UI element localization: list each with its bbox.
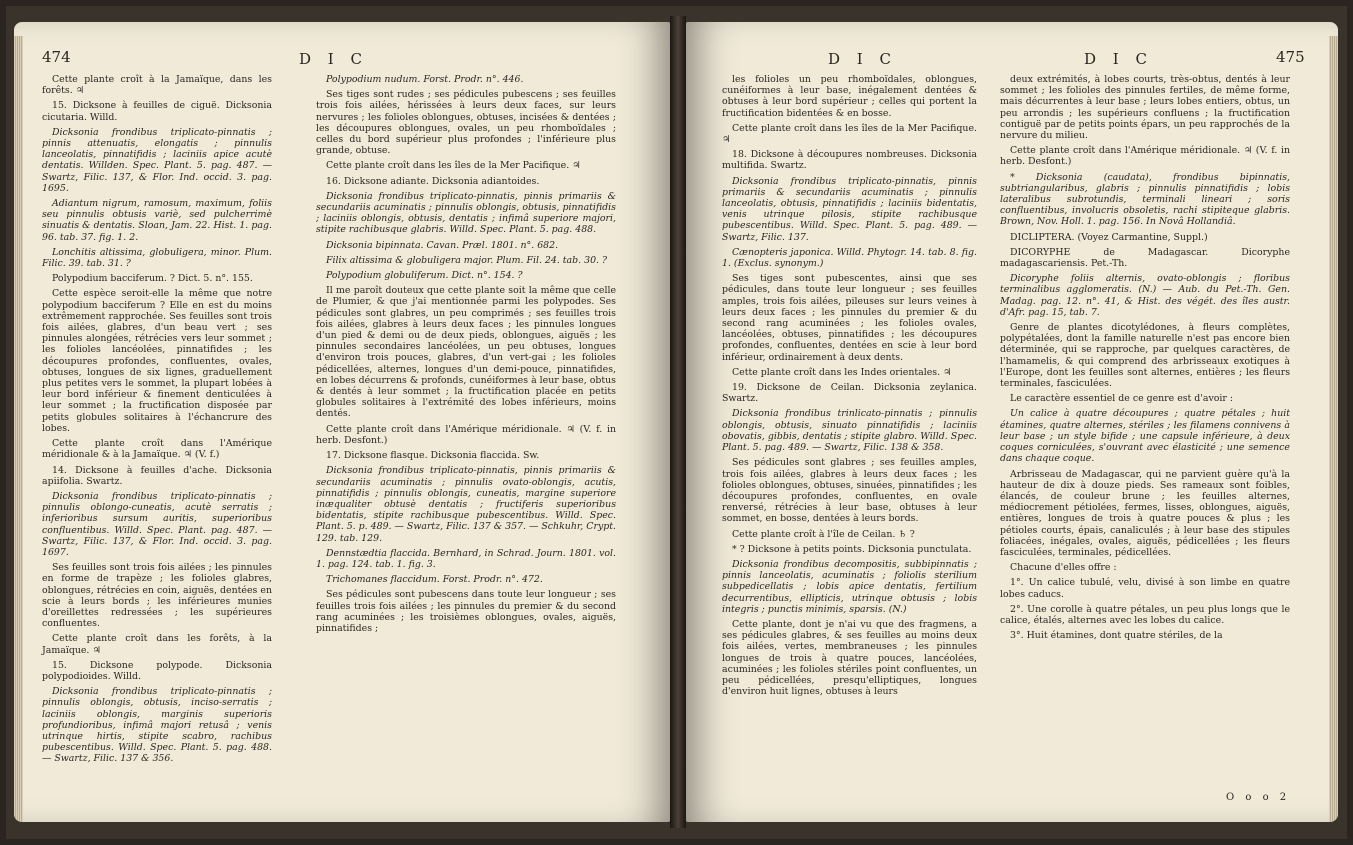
left-page-number: 474 xyxy=(42,48,71,66)
paragraph: Chacune d'elles offre : xyxy=(1010,562,1117,574)
paragraph: Filix altissima & globuligera major. Plum. Fil. 24. tab. 30. ? xyxy=(326,254,608,266)
paragraph: 18. Dicksone à découpures nombreuses. Dicksonia multifida. Swartz. xyxy=(722,149,977,172)
paragraph: Dicoryphe foliis alternis, ovato-oblongis ; floribus terminalibus agglomeratis. (N.) — Aub. du Pet.-Th. Gen. Madag. pag. 12. n°. 41, & Hist. des végét. des îles austr. d'Afr. pag. 15, tab. 7. xyxy=(1000,273,1290,318)
paragraph: Ses tiges sont rudes ; ses pédicules pubescens ; ses feuilles trois fois ailées, hérissées à leurs deux faces, sur leurs nervures ; les folioles oblongues, obtuses, incisées & dentées ; les découpures oblongues, ovales, un peu rhomboïdales ; celles du bord supérieur plus profondes ; l'inférieure plus grande, obtuse. xyxy=(316,89,616,157)
paragraph: Cette espèce seroit-elle la même que notre polypodium bacciferum ? Elle en est du moins extrêmement rapprochée. Ses feuilles sont trois fois ailées, glabres, d'un beau vert ; ses pinnules alongées, rétrécies vers leur sommet ; les folioles lancéolées, pinnatifides ; les découpures profondes, confluentes, ovales, obtuses, longues de six lignes, graduellement plus petites vers le sommet, la plupart lobées à leur bord inférieur & finement denticulées à leur sommet ; la fructification disposée par petits globules solitaires à l'échancrure des lobes. xyxy=(42,288,272,434)
left-page-edge xyxy=(14,36,23,822)
paragraph: Dicksonia frondibus triplicato-pinnatis, pinnis primariis & secundariis acuminatis ; pinnulis oblongis, obtusis, pinnatifidis ; laciniis oblongis, obtusis, dentatis ; infimâ superiore majori, stipite rachibusque glabris. Willd. Spec. Plant. 5. pag. 488. xyxy=(316,190,616,236)
paragraph: Ses tiges sont pubescentes, ainsi que ses pédicules, dans toute leur longueur ; ses feuilles amples, trois fois ailées, pileuses sur leurs veines à leurs deux faces ; les pinnules du premier & du second rang acuminées ; les folioles ovales, lancéolées, obtuses, pinnatifides ; les découpures profondes, confluentes, dentées en scie à leur bord inférieur, ordinairement à deux dents. xyxy=(722,273,977,363)
paragraph: Il me paroît douteux que cette plante soit la même que celle de Plumier, & que j'ai mentionnée parmi les polypodes. Ses pédicules sont glabres, un peu comprimés ; ses feuilles trois fois ailées, glabres à leurs deux faces ; les pinnules longues d'un pied & demi ou de deux pieds, oblongues, aiguës ; les pinnules secondaires lancéolées, un peu obtuses, longues d'environ trois pouces, glabres, d'un vert-gai ; les folioles pédicellées, alternes, longues d'un demi-pouce, pinnatifides, en lobes décurrens & profonds, cunéiformes à leur base, obtus & dentés à leur sommet ; la fructification placée en petits globules solitaires à l'extrémité des lobes inférieurs, moins dentés. xyxy=(316,285,616,420)
paragraph: Cette plante croît dans les îles de la Mer Pacifique. ♃ xyxy=(326,160,581,172)
paragraph: Polypodium bacciferum. ? Dict. 5. n°. 155. xyxy=(52,273,253,285)
right-running-header-left: D I C xyxy=(828,50,897,68)
paragraph: 15. Dicksone à feuilles de ciguë. Dicksonia cicutaria. Willd. xyxy=(42,100,272,123)
right-page xyxy=(686,22,1338,822)
paragraph: Cette plante croît dans l'Amérique méridionale & à la Jamaïque. ♃ (V. f.) xyxy=(42,438,272,461)
paragraph: Un calice à quatre découpures ; quatre pétales ; huit étamines, quatre alternes, stériles ; les filamens connivens à leur base ; un style bifide ; une capsule inférieure, à deux coques corniculées, s'ouvrant avec élasticité ; une semence dans chaque coque. xyxy=(1000,408,1290,465)
paragraph: 1°. Un calice tubulé, velu, divisé à son limbe en quatre lobes caducs. xyxy=(1000,577,1290,600)
signature-mark: O o o 2 xyxy=(1226,792,1291,803)
paragraph: Cette plante, dont je n'ai vu que des fragmens, a ses pédicules glabres, & ses feuilles au moins deux fois ailées, vertes, membraneuses ; les pinnules longues de trois à quatre pouces, lancéolées, acuminées ; les folioles stériles point confluentes, un peu pédicellées, presqu'elliptiques, longues d'environ huit lignes, obtuses à leurs xyxy=(722,618,977,698)
paragraph: Dicksonia frondibus triplicato-pinnatis ; pinnis attenuatis, elongatis ; pinnulis lanceolatis, pinnatifidis ; laciniis apice acutè dentatis. Willden. Spec. Plant. 5. pag. 487. — Swartz, Filic. 137, & Flor. Ind. occid. 3. pag. 1695. xyxy=(42,126,272,194)
paragraph: Dicksonia frondibus triplicato-pinnatis, pinnis primariis & secundariis acuminatis ; pinnulis ovato-oblongis, acutis, pinnatifidis ; pinnulis oblongis, cuneatis, margine superiore inæqualiter obtusè dentatis ; fructiferis superioribus bidentatis, stipite rachibusque pubescentibus. Willd. Spec. Plant. 5. p. 489. — Swartz, Filic. 137 & 357. — Schkuhr, Crypt. 129. tab. 129. xyxy=(316,465,616,544)
paragraph: DICORYPHE de Madagascar. Dicoryphe madagascariensis. Pet.-Th. xyxy=(1000,246,1290,270)
paragraph: DICLIPTERA. (Voyez Carmantine, Suppl.) xyxy=(1010,231,1208,243)
paragraph: Dicksonia frondibus trinlicato-pinnatis ; pinnulis oblongis, obtusis, sinuato pinnatifidis ; laciniis obovatis, gibbis, dentatis ; stipite glabro. Willd. Spec. Plant. 5. pag. 489. — Swartz, Filic. 138 & 358. xyxy=(722,408,977,454)
paragraph: Arbrisseau de Madagascar, qui ne parvient guère qu'à la hauteur de dix à douze pieds. Ses rameaux sont foibles, élancés, de couleur brune ; les feuilles alternes, médiocrement pétiolées, fermes, lisses, oblongues, aiguës, entières, longues de trois à quatre pouces & plus ; les pétioles courts, épais, canaliculés ; à leur base des stipules foliacées, inégales, ovales, aiguës, pédicellées ; les fleurs fasciculées, terminales, pédicellées. xyxy=(1000,468,1290,558)
paragraph: Dicksonia bipinnata. Cavan. Præl. 1801. n°. 682. xyxy=(326,239,559,251)
paragraph: Le caractère essentiel de ce genre est d'avoir : xyxy=(1010,393,1234,405)
paragraph: 14. Dicksone à feuilles d'ache. Dicksonia apiifolia. Swartz. xyxy=(42,464,272,487)
left-page xyxy=(14,22,670,822)
right-column-2 xyxy=(1000,74,1290,645)
paragraph: Ses pédicules sont pubescens dans toute leur longueur ; ses feuilles trois fois ailées ; les pinnules du premier & du second rang acuminées ; les troisièmes oblongues, ovales, aiguës, pinnatifides ; xyxy=(316,589,616,634)
paragraph: 19. Dicksone de Ceilan. Dicksonia zeylanica. Swartz. xyxy=(722,382,977,405)
left-column-1 xyxy=(42,74,272,769)
paragraph: Lonchitis altissima, globuligera, minor. Plum. Filic. 39. tab. 31. ? xyxy=(42,246,272,270)
paragraph: Polypodium globuliferum. Dict. n°. 154. ? xyxy=(326,270,523,282)
paragraph: 16. Dicksone adiante. Dicksonia adiantoides. xyxy=(326,175,540,187)
right-running-header-right: D I C xyxy=(1084,50,1153,68)
paragraph: Trichomanes flaccidum. Forst. Prodr. n°. 472. xyxy=(326,574,543,586)
paragraph: Cette plante croît à l'île de Ceilan. ♄ ? xyxy=(732,528,915,540)
paragraph: * ? Dicksone à petits points. Dicksonia punctulata. xyxy=(732,543,972,555)
paragraph: Cette plante croît dans l'Amérique méridionale. ♃ (V. f. in herb. Desfont.) xyxy=(1000,145,1290,168)
paragraph: Adiantum nigrum, ramosum, maximum, foliis seu pinnulis obtusis variè, sed pulcherrimè sinuatis & dentatis. Sloan, Jam. 22. Hist. 1. pag. 96. tab. 37. fig. 1. 2. xyxy=(42,198,272,243)
paragraph: les folioles un peu rhomboïdales, oblongues, cunéiformes à leur base, inégalement dentées & obtuses à leur bord supérieur ; celles qui portent la fructification bidentées & en bosse. xyxy=(722,74,977,119)
paragraph: Dicksonia frondibus triplicato-pinnatis ; pinnulis oblongo-cuneatis, acutè serratis ; inferioribus sursum auritis, superioribus confluentibus. Willd. Spec. Plant. pag. 487. — Swartz, Filic. 137, & Flor. Ind. occid. 3. pag. 1697. xyxy=(42,490,272,558)
paragraph: 17. Dicksone flasque. Dicksonia flaccida. Sw. xyxy=(326,450,540,462)
paragraph: Dicksonia frondibus triplicato-pinnatis, pinnis primariis & secundariis acuminatis ; pinnulis lanceolatis, obtusis, pinnatifidis ; laciniis bidentatis, venis utrinque pilosis, stipite rachibusque pubescentibus. Willd. Spec. Plant. 5. pag. 489. — Swartz, Filic. 137. xyxy=(722,175,977,243)
paragraph: 3°. Huit étamines, dont quatre stériles, de la xyxy=(1010,630,1223,642)
right-page-number: 475 xyxy=(1276,48,1305,66)
right-page-edge xyxy=(1329,36,1338,822)
paragraph: Dicksonia frondibus triplicato-pinnatis ; pinnulis oblongis, obtusis, inciso-serratis ; laciniis oblongis, marginis superioris profundioribus, infimâ majori retusâ ; venis utrinque hirtis, stipite scabro, rachibus pubescentibus. Willd. Spec. Plant. 5. pag. 488. — Swartz, Filic. 137 & 356. xyxy=(42,686,272,765)
paragraph: Polypodium nudum. Forst. Prodr. n°. 446. xyxy=(326,74,524,85)
paragraph: Cette plante croît dans les forêts, à la Jamaïque. ♃ xyxy=(42,633,272,656)
paragraph: Ses feuilles sont trois fois ailées ; les pinnules en forme de trapèze ; les folioles glabres, oblongues, rétrécies en coin, aiguës, dentées en scie à leurs bords ; les inférieures munies d'oreillettes redressées ; les supérieures confluentes. xyxy=(42,562,272,630)
right-column-1 xyxy=(722,74,977,701)
paragraph: Cette plante croît à la Jamaïque, dans les forêts. ♃ xyxy=(42,74,272,97)
paragraph: Cænopteris japonica. Willd. Phytogr. 14. tab. 8. fig. 1. (Exclus. synonym.) xyxy=(722,246,977,270)
paragraph: Dennstædtia flaccida. Bernhard, in Schrad. Journ. 1801. vol. 1. pag. 124. tab. 1. fig. 3. xyxy=(316,547,616,570)
paragraph: deux extrémités, à lobes courts, très-obtus, dentés à leur sommet ; les folioles des pinnules fertiles, de même forme, mais décurrentes à leur base ; leurs lobes entiers, obtus, un peu arrondis ; les supérieurs confluens ; la fructification contiguë par de petits points épars, un peu rapprochés de la nervure du milieu. xyxy=(1000,74,1290,142)
paragraph: Ses pédicules sont glabres ; ses feuilles amples, trois fois ailées, glabres à leurs deux faces ; les folioles oblongues, obtuses, sinuées, pinnatifides ; les découpures profondes, confluentes, en ovale renversé, rétrécies à leur base, obtuses à leur sommet, en bosse, dentées à leurs bords. xyxy=(722,457,977,525)
paragraph: Genre de plantes dicotylédones, à fleurs complètes, polypétalées, dont la famille naturelle n'est pas encore bien déterminée, qui se rapproche, par quelques caractères, de l'hamamelis, & qui comprend des arbrisseaux exotiques à l'Europe, dont les feuilles sont alternes, entières ; les fleurs terminales, fasciculées. xyxy=(1000,322,1290,390)
paragraph: Cette plante croît dans l'Amérique méridionale. ♃ (V. f. in herb. Desfont.) xyxy=(316,423,616,446)
open-book xyxy=(6,6,1347,839)
paragraph: 2°. Une corolle à quatre pétales, un peu plus longs que le calice, étalés, alternes avec les lobes du calice. xyxy=(1000,603,1290,626)
paragraph: Cette plante croît dans les Indes orientales. ♃ xyxy=(732,366,952,378)
left-running-header: D I C xyxy=(299,50,368,68)
paragraph: Cette plante croît dans les îles de la Mer Pacifique. ♃ xyxy=(722,122,977,146)
left-column-2 xyxy=(316,74,616,638)
paragraph: Dicksonia frondibus decompositis, subbipinnatis ; pinnis lanceolatis, acuminatis ; foliolis sterilium subpedicellatis ; lobis apice dentatis, fertilium decurrentibus, ellipticis, utrinque obtusis ; lobis integris ; punctis minimis, sparsis. (N.) xyxy=(722,558,977,615)
paragraph: 15. Dicksone polypode. Dicksonia polypodioides. Willd. xyxy=(42,659,272,682)
book-gutter xyxy=(670,16,686,828)
paragraph: * Dicksonia (caudata), frondibus bipinnatis, subtriangularibus, glabris ; pinnulis pinnatifidis ; lobis lateralibus subrotundis, terminali lineari ; soris confluentibus, involucris obsoletis, rachi stipiteque glabris. Brown, Nov. Holl. 1. pag. 156. In Novâ Hollandiâ. xyxy=(1000,171,1290,228)
